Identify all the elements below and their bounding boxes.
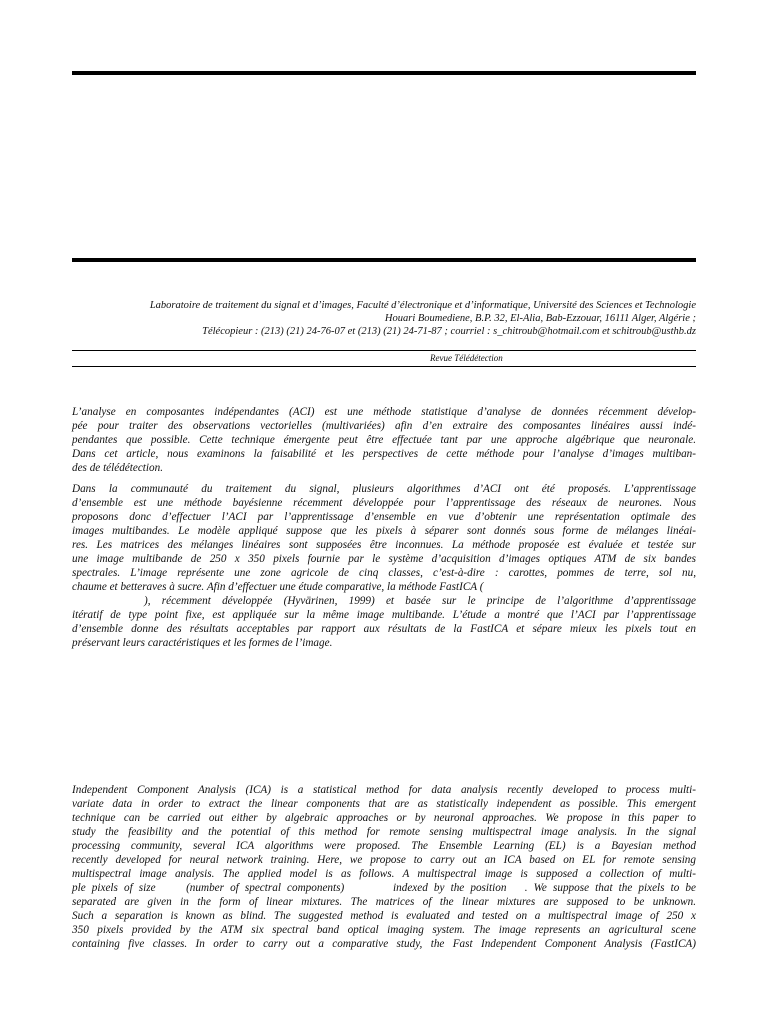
header-rule-bottom <box>72 258 696 262</box>
affiliation-line: Houari Boumediene, B.P. 32, El-Alia, Bab-Ezzouar, 16111 Alger, Algérie ; <box>384 313 696 324</box>
text-line: Dans la communauté du traitement du signal, plusieurs algorithmes d’ACI ont été proposés. L’apprentissage <box>72 483 696 495</box>
text-line: ple pixels of size (number of spectral components) indexed by the position . We suppose that the pixels to be <box>72 882 696 894</box>
text-line: Such a separation is known as blind. The suggested method is evaluated and tested on a multispectral image of 250 x <box>72 910 696 922</box>
author-affiliation <box>72 299 696 338</box>
journal-rule-bottom <box>72 366 696 367</box>
resume-paragraph-2 <box>72 482 696 650</box>
text-line: ), récemment développée (Hyvärinen, 1999) et basée sur le principe de l’algorithme d’apprentissage <box>144 595 696 607</box>
text-line: separated are given in the form of linear mixtures. The matrices of the linear mixtures are supposed to be unknown. <box>72 896 696 908</box>
text-line: d’ensemble est une méthode bayésienne récemment développée pour l’apprentissage des réseaux de neurones. Nous <box>72 497 696 509</box>
journal-rule-top <box>72 350 696 351</box>
text-line: des de télédétection. <box>72 462 164 474</box>
resume-paragraph-1 <box>72 405 696 475</box>
affiliation-line: Télécopieur : (213) (21) 24-76-07 et (213) (21) 24-71-87 ; courriel : s_chitroub@hotmail.com et schitroub@usthb.dz <box>202 326 696 337</box>
text-line: variate data in order to extract the linear components that are as statistically independent as possible. This emergent <box>72 798 696 810</box>
text-line: préservant leurs caractéristiques et les formes de l’image. <box>72 637 333 649</box>
text-line: study the feasibility and the potential of this method for remote sensing multispectral image analysis. In the signal <box>72 826 696 838</box>
text-line: d’ensemble donne des résultats acceptables par rapport aux résultats de la FastICA et sépare mieux les pixels tout en <box>72 623 696 635</box>
text-line: Dans cet article, nous examinons la faisabilité et les perspectives de cette méthode pour l’analyse d’images multiban- <box>72 448 696 460</box>
text-line: pée pour traiter des observations vectorielles (multivariées) afin d’en extraire des composantes linéaires aussi indé- <box>72 420 696 432</box>
text-line: spectrales. L’image représente une zone agricole de cinq classes, c’est-à-dire : carottes, pommes de terre, sol nu, <box>72 567 696 579</box>
affiliation-line: Laboratoire de traitement du signal et d’images, Faculté d’électronique et d’informatique, Université des Sciences et Technologie <box>149 300 696 311</box>
text-line: recently developed for neural network training. Here, we propose to carry out an ICA based on EL for remote sensing <box>72 854 696 866</box>
text-line: 350 pixels provided by the ATM six spectral band optical imaging system. The image represents an agricultural scene <box>72 924 696 936</box>
text-line: chaume et betteraves à sucre. Afin d’effectuer une étude comparative, la méthode FastICA ( <box>72 581 484 593</box>
text-line: technique can be carried out either by algebraic approaches or by neuronal approaches. We propose in this paper to <box>72 812 696 824</box>
text-line: L’analyse en composantes indépendantes (ACI) est une méthode statistique d’analyse de données récemment dévelop- <box>72 406 696 418</box>
text-line: multispectral image analysis. The applied model is as follows. A multispectral image is supposed a collection of multi- <box>72 868 696 880</box>
text-line: Independent Component Analysis (ICA) is a statistical method for data analysis recently developed to process multi- <box>72 784 696 796</box>
text-line: res. Les matrices des mélanges linéaires sont supposées être inconnues. La méthode proposée est évaluée et testée sur <box>72 539 696 551</box>
abstract-paragraph-1 <box>72 783 696 951</box>
text-line: proposons donc d’effectuer l’ACI par l’apprentissage d’ensemble en vue d’obtenir une représentation optimale des <box>72 511 696 523</box>
text-line: une image multibande de 250 x 350 pixels fournie par le système d’acquisition d’images optiques ATM de six bandes <box>72 553 696 565</box>
journal-name: Revue Télédétection <box>430 353 503 363</box>
text-line: processing community, several ICA algorithms were proposed. The Ensemble Learning (EL) is a Bayesian method <box>72 840 696 852</box>
text-line: images multibandes. Le modèle appliqué suppose que les pixels à séparer sont donnés sous forme de mélanges linéai- <box>72 525 696 537</box>
text-line: containing five classes. In order to carry out a comparative study, the Fast Independent Component Analysis (FastICA) <box>72 938 696 950</box>
text-line: pendantes que possible. Cette technique émergente peut être effectuée tant par une approche algébrique que neuronale. <box>72 434 696 446</box>
text-line: itératif de type point fixe, est appliquée sur la même image multibande. L’étude a montré que l’ACI par l’apprentissage <box>72 609 696 621</box>
header-rule-top <box>72 71 696 75</box>
